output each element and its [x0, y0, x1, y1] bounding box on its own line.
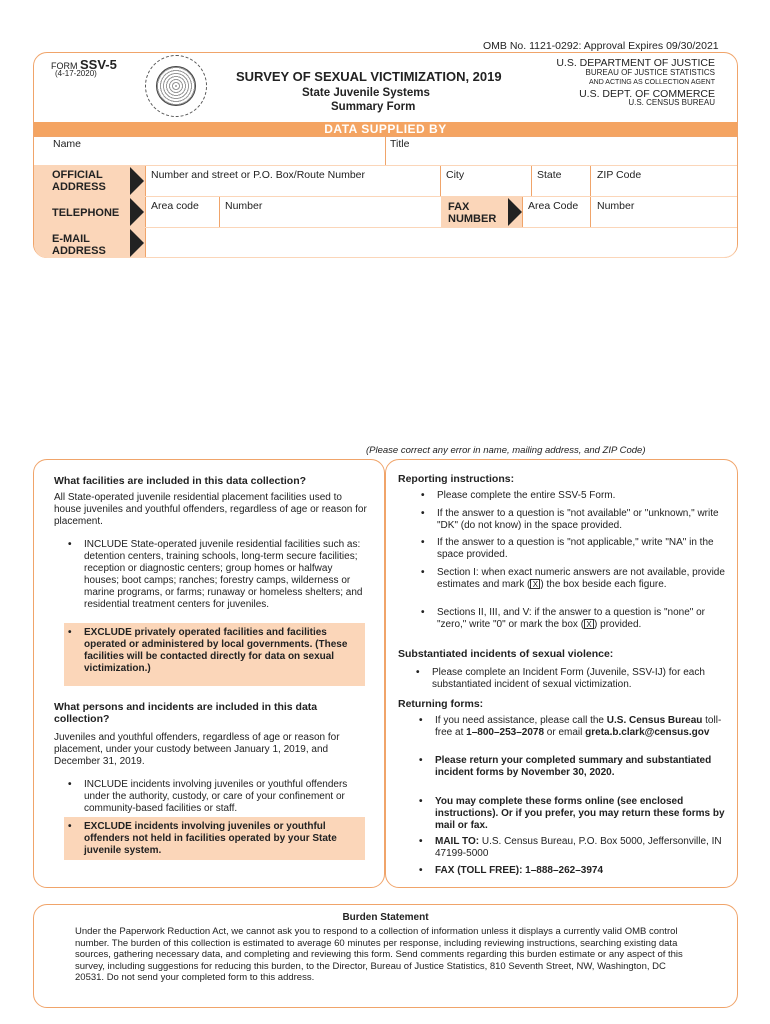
include-incidents-item: • INCLUDE incidents involving juveniles or youthful offenders under the authority, custody, or care of your confinement or community-based facilities or staff. [84, 779, 364, 815]
agency-census: U.S. CENSUS BUREAU [628, 98, 715, 107]
reporting-item: • Sections II, III, and V: if the answer to a question is "none" or "zero," write "0" or mark the box ( X ) provided. [437, 607, 729, 631]
divider [590, 197, 591, 227]
agency-collection-agent: AND ACTING AS COLLECTION AGENT [588, 79, 715, 86]
return-deadline-item: • Please return your completed summary and substantiated incident forms by November 30, 2020. [435, 755, 725, 779]
online-option-item: • You may complete these forms online (see enclosed instructions). Or if you prefer, you may return these forms by mail or fax. [435, 796, 725, 832]
state-label: State [537, 169, 562, 181]
divider [440, 166, 441, 196]
exclude-facilities-item: • EXCLUDE privately operated facilities and facilities operated or administered by local governments. (These facilities will be contacted directly for data on sexual victimization.) [84, 627, 359, 675]
agency-doj: U.S. DEPARTMENT OF JUSTICE [556, 57, 715, 69]
burden-title: Burden Statement [342, 912, 429, 923]
agency-commerce: U.S. DEPT. OF COMMERCE [579, 88, 715, 100]
reporting-item: • Please complete the entire SSV-5 Form. [437, 490, 727, 502]
form-date: (4-17-2020) [55, 69, 97, 78]
divider [531, 166, 532, 196]
burden-text: Under the Paperwork Reduction Act, we cannot ask you to respond to a collection of information unless it displays a currently valid OMB control number. The burden of this collection is estimated to average 60 minutes per response, including reviewing instructions, searching existing data sources, gathering necessary data, and completing and reviewing this form. Send comments regarding this burden estimate or any aspect of this survey, including suggestions for reducing this burden, to the Director, Bureau of Justice Statistics, 810 Seventh Street, NW, Washington, DC 20531. Do not send your completed form to this address. [75, 926, 683, 983]
name-label: Name [53, 138, 82, 150]
checkbox-sample-icon: X [584, 619, 594, 629]
correction-note: (Please correct any error in name, mailing address, and ZIP Code) [366, 445, 646, 456]
facilities-heading: What facilities are included in this data collection? [54, 475, 307, 487]
phone-number-label: Number [225, 200, 263, 212]
reporting-item: • If the answer to a question is "not available" or "unknown," write "DK" (do not know) in the space provided. [437, 508, 732, 532]
arrow-icon [130, 167, 144, 195]
facilities-text: All State-operated juvenile residential placement facilities used to house juveniles and youthful offenders, regardless of age or reason for placement. [54, 492, 367, 527]
data-supplied-bar: DATA SUPPLIED BY [34, 122, 737, 136]
fax-area-code-label: Area Code [528, 200, 579, 212]
arrow-icon [130, 229, 144, 257]
assistance-item: • If you need assistance, please call the U.S. Census Bureau toll-free at 1–800–253–2078 or email greta.b.clark@census.gov [435, 715, 725, 739]
city-label: City [446, 169, 465, 181]
official-address-label: OFFICIAL ADDRESS [52, 169, 106, 193]
title-label: Title [390, 138, 410, 150]
fax-number-label: Number [597, 200, 635, 212]
form-subtitle-2: Summary Form [331, 101, 416, 113]
agency-bjs: BUREAU OF JUSTICE STATISTICS [585, 68, 715, 77]
form-subtitle: State Juvenile Systems [302, 87, 430, 99]
substantiated-heading: Substantiated incidents of sexual violence: [398, 648, 614, 660]
returning-heading: Returning forms: [398, 698, 484, 710]
email-field[interactable] [145, 228, 737, 257]
reporting-item: • If the answer to a question is "not applicable," write "NA" in the space provided. [437, 537, 727, 561]
substantiated-item: • Please complete an Incident Form (Juvenile, SSV-IJ) for each substantiated incident of sexual victimization. [432, 667, 732, 691]
divider [590, 166, 591, 196]
area-code-label: Area code [151, 200, 199, 212]
doj-seal-icon [145, 55, 207, 117]
name-field[interactable] [34, 150, 385, 165]
exclude-incidents-item: • EXCLUDE incidents involving juveniles or youthful offenders not held in facilities operated by your State juvenile system. [84, 821, 354, 857]
fax-item: • FAX (TOLL FREE): 1–888–262–3974 [435, 865, 725, 877]
fax-label: FAX NUMBER [448, 201, 497, 225]
telephone-label: TELEPHONE [52, 207, 120, 219]
title-field[interactable] [386, 150, 737, 165]
arrow-icon [508, 198, 522, 226]
divider [219, 197, 220, 227]
arrow-icon [130, 198, 144, 226]
mail-to-item: • MAIL TO: U.S. Census Bureau, P.O. Box 5000, Jeffersonville, IN 47199-5000 [435, 836, 725, 860]
form-id: FORM SSV-5 [51, 57, 117, 72]
checkbox-sample-icon: X [530, 579, 540, 589]
reporting-item: • Section I: when exact numeric answers are not available, provide estimates and mark ( X ) the box beside each figure. [437, 567, 729, 591]
zip-label: ZIP Code [597, 169, 642, 181]
persons-text: Juveniles and youthful offenders, regardless of age or reason for placement, under your custody between January 1, 2019, and December 31, 2019. [54, 732, 340, 767]
omb-number: OMB No. 1121-0292: Approval Expires 09/30/2021 [483, 40, 719, 52]
include-facilities-item: • INCLUDE State-operated juvenile residential facilities such as: detention centers, training schools, long-term secure facilities; reception or diagnostic centers; group homes or halfway houses; boot camps; ranches; forestry camps, wilderness or marine programs, or farms; runaway or homeless shelters; and residential treatment centers for juveniles. [84, 539, 369, 611]
email-label: E-MAIL ADDRESS [52, 233, 106, 257]
reporting-heading: Reporting instructions: [398, 473, 515, 485]
persons-heading: What persons and incidents are included in this data collection? [54, 701, 318, 725]
street-label: Number and street or P.O. Box/Route Number [151, 169, 365, 181]
form-title: SURVEY OF SEXUAL VICTIMIZATION, 2019 [236, 69, 502, 84]
